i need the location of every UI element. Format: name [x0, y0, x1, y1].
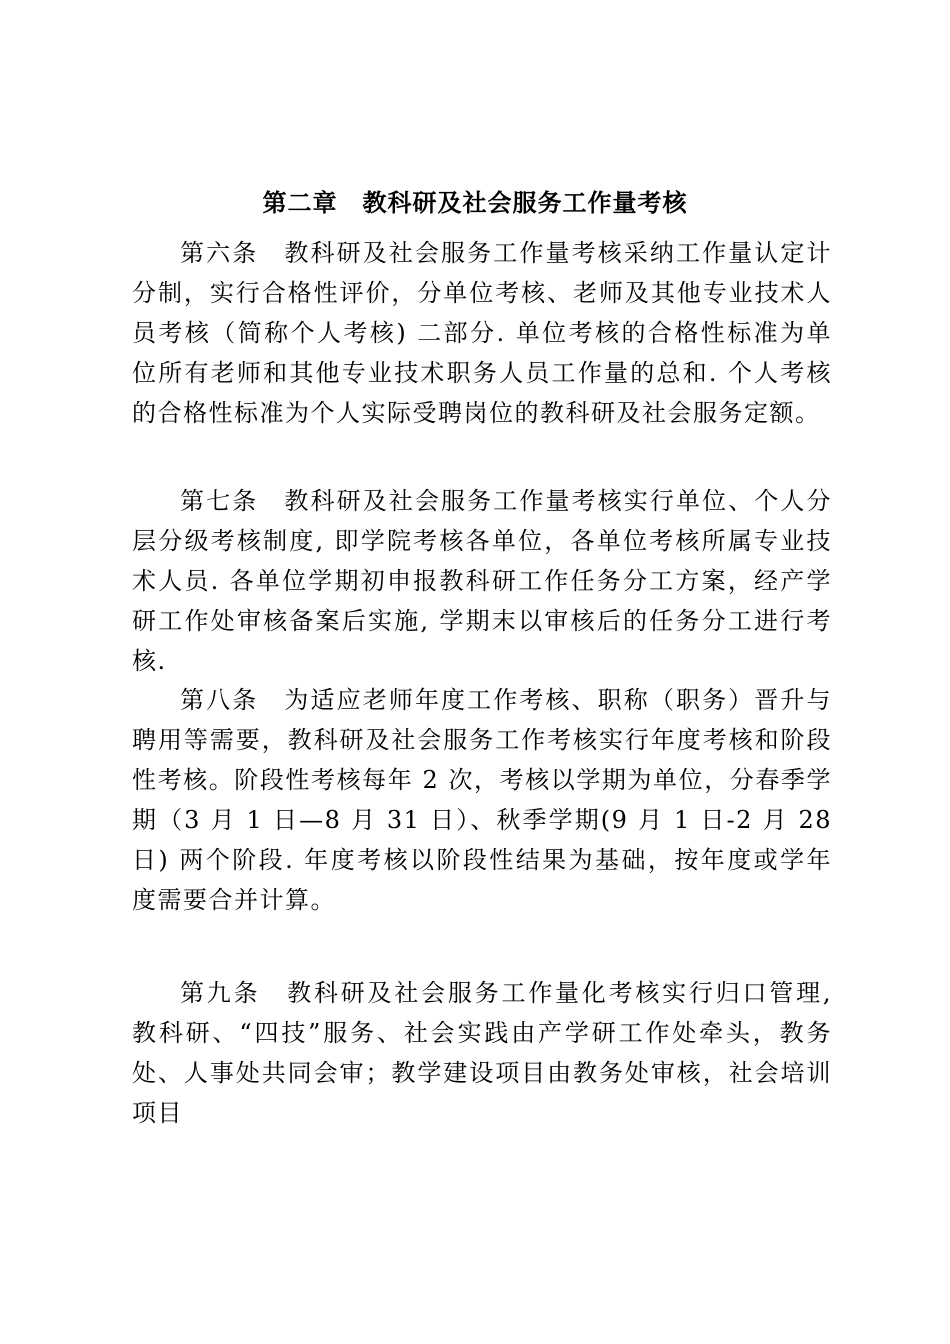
article-9-label: 第九条	[180, 979, 288, 1007]
article-8-text: 为适应老师年度工作考核、职称（职务）晋升与聘用等需要，教科研及社会服务工作考核实行年度考核和阶段性考核。阶段性考核每年 2 次，考核以学期为单位，分春季学期（3 月 1 日—8 月 31 日）、秋季学期(9 月 1 日-2 月 28 日) 两个阶段. 年度考核以阶段性结果为基础，按年度或学年度需要合并计算。	[132, 686, 833, 914]
article-6-text: 教科研及社会服务工作量考核采纳工作量认定计分制，实行合格性评价，分单位考核、老师及其他专业技术人员考核（简称个人考核) 二部分. 单位考核的合格性标准为单位所有老师和其他专业技术职务人员工作量的总和. 个人考核的合格性标准为个人实际受聘岗位的教科研及社会服务定额。	[132, 239, 833, 427]
article-9-text: 教科研及社会服务工作量化考核实行归口管理, 教科研、“四技”服务、社会实践由产学研工作处牵头，教务处、人事处共同会审；教学建设项目由教务处审核，社会培训项目	[132, 979, 832, 1127]
article-7	[132, 481, 832, 681]
article-7-text: 教科研及社会服务工作量考核实行单位、个人分层分级考核制度, 即学院考核各单位，各单位考核所属专业技术人员. 各单位学期初申报教科研工作任务分工方案，经产学研工作处审核备案后实施, 学期末以审核后的任务分工进行考核.	[132, 487, 833, 675]
chapter-title: 第二章 教科研及社会服务工作量考核	[262, 189, 688, 217]
article-9	[132, 973, 832, 1133]
article-6	[132, 233, 832, 433]
article-6-label: 第六条	[180, 239, 285, 267]
article-8	[132, 680, 832, 920]
article-8-label: 第八条	[180, 686, 285, 714]
article-7-label: 第七条	[180, 487, 285, 515]
